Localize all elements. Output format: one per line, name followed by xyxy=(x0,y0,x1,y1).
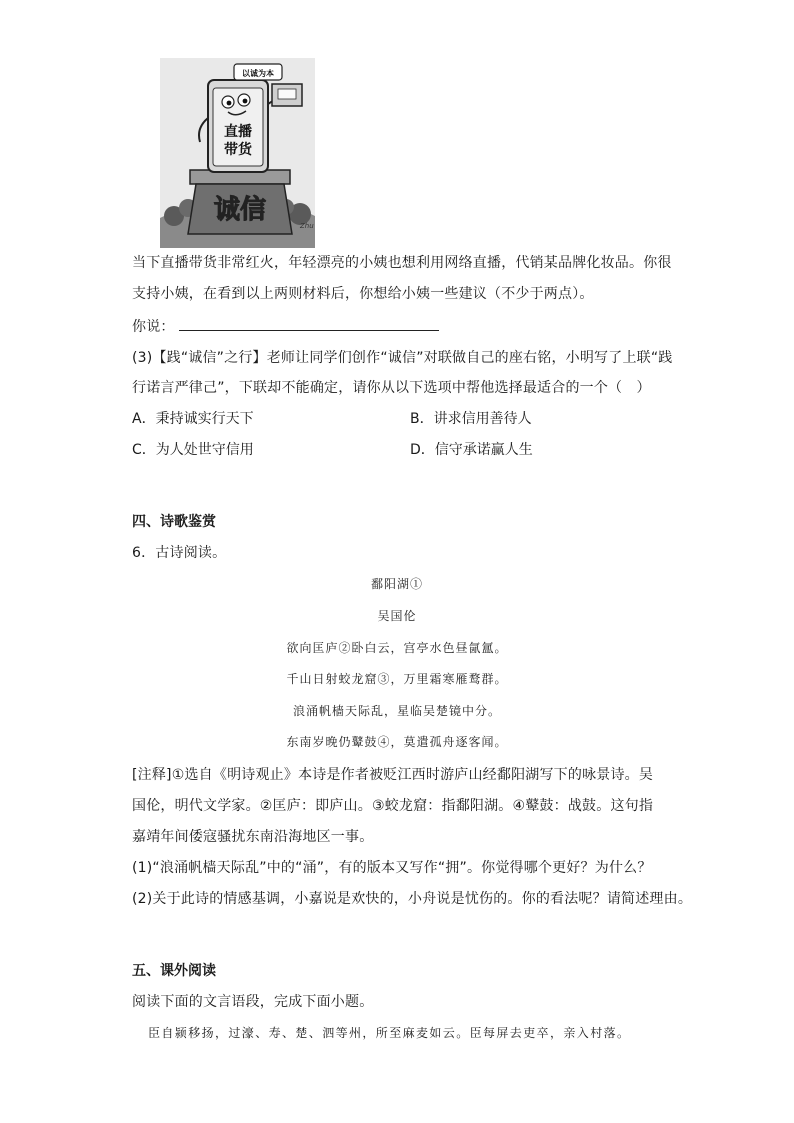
section-five-instruction: 阅读下面的文言语段，完成下面小题。 xyxy=(132,994,374,1010)
poem-line: 东南岁晚仍鼙鼓④，莫遣孤舟逐客闻。 xyxy=(286,735,508,749)
option-b[interactable]: B．讲求信用善待人 xyxy=(410,411,532,427)
q5-paragraph-line2: 支持小姨，在看到以上两则材料后，你想给小姨一些建议（不少于两点）。 xyxy=(132,286,594,302)
phone-label-line1: 直播 xyxy=(224,124,252,140)
annotation-line3: 嘉靖年间倭寇骚扰东南沿海地区一事。 xyxy=(132,829,374,845)
poem-line: 千山日射蛟龙窟③，万里霜寒雁鹜群。 xyxy=(286,672,508,686)
q5-answer-line xyxy=(132,314,439,338)
poem-author: 吴国伦 xyxy=(377,609,417,623)
poem-line: 欲向匡庐②卧白云，宫亭水色昼氤氲。 xyxy=(286,641,508,655)
option-a[interactable]: A．秉持诚实行天下 xyxy=(132,411,254,427)
q5-sub3-line2: 行诺言严律己”，下联却不能确定，请你从以下选项中帮他选择最适合的一个（ ） xyxy=(132,380,651,396)
classical-passage-line1: 臣自颍移扬，过濠、寿、楚、泗等州，所至麻麦如云。臣每屏去吏卒，亲入村落。 xyxy=(148,1026,631,1040)
poem-title: 鄱阳湖① xyxy=(370,577,423,591)
phone-label-line2: 带货 xyxy=(224,142,252,158)
section-four-heading: 四、诗歌鉴赏 xyxy=(132,514,216,530)
artist-signature: Zhu xyxy=(300,222,314,230)
q5-paragraph-line1: 当下直播带货非常红火，年轻漂亮的小姨也想利用网络直播，代销某品牌化妆品。你很 xyxy=(132,255,672,271)
annotation-line1: [注释]①选自《明诗观止》本诗是作者被贬江西时游庐山经鄱阳湖写下的咏景诗。吴 xyxy=(132,767,654,783)
section-five-heading: 五、课外阅读 xyxy=(132,963,216,979)
option-d[interactable]: D．信守承诺赢人生 xyxy=(410,442,533,458)
q6-sub1: (1)“浪涌帆樯天际乱”中的“涌”，有的版本又写作“拥”。你觉得哪个更好？为什么？ xyxy=(132,860,652,876)
cartoon-illustration xyxy=(160,58,315,248)
q5-sub3-line1: (3)【践“诚信”之行】老师让同学们创作“诚信”对联做自己的座右铭，小明写了上联“践 xyxy=(132,350,673,366)
speech-sign-label: 以诚为本 xyxy=(242,69,274,78)
q6-title: 6．古诗阅读。 xyxy=(132,545,227,561)
q6-sub2: (2)关于此诗的情感基调，小嘉说是欢快的，小舟说是忧伤的。你的看法呢？请简述理由。 xyxy=(132,891,693,907)
integrity-cartoon xyxy=(160,58,315,248)
answer-blank[interactable] xyxy=(179,314,439,331)
pedestal-label: 诚信 xyxy=(213,195,267,225)
answer-prefix: 你说： xyxy=(132,319,175,335)
option-c[interactable]: C．为人处世守信用 xyxy=(132,442,254,458)
poem-line: 浪涌帆樯天际乱，星临吴楚镜中分。 xyxy=(292,704,501,718)
annotation-line2: 国伦，明代文学家。②匡庐：即庐山。③蛟龙窟：指鄱阳湖。④鼙鼓：战鼓。这句指 xyxy=(132,798,654,814)
